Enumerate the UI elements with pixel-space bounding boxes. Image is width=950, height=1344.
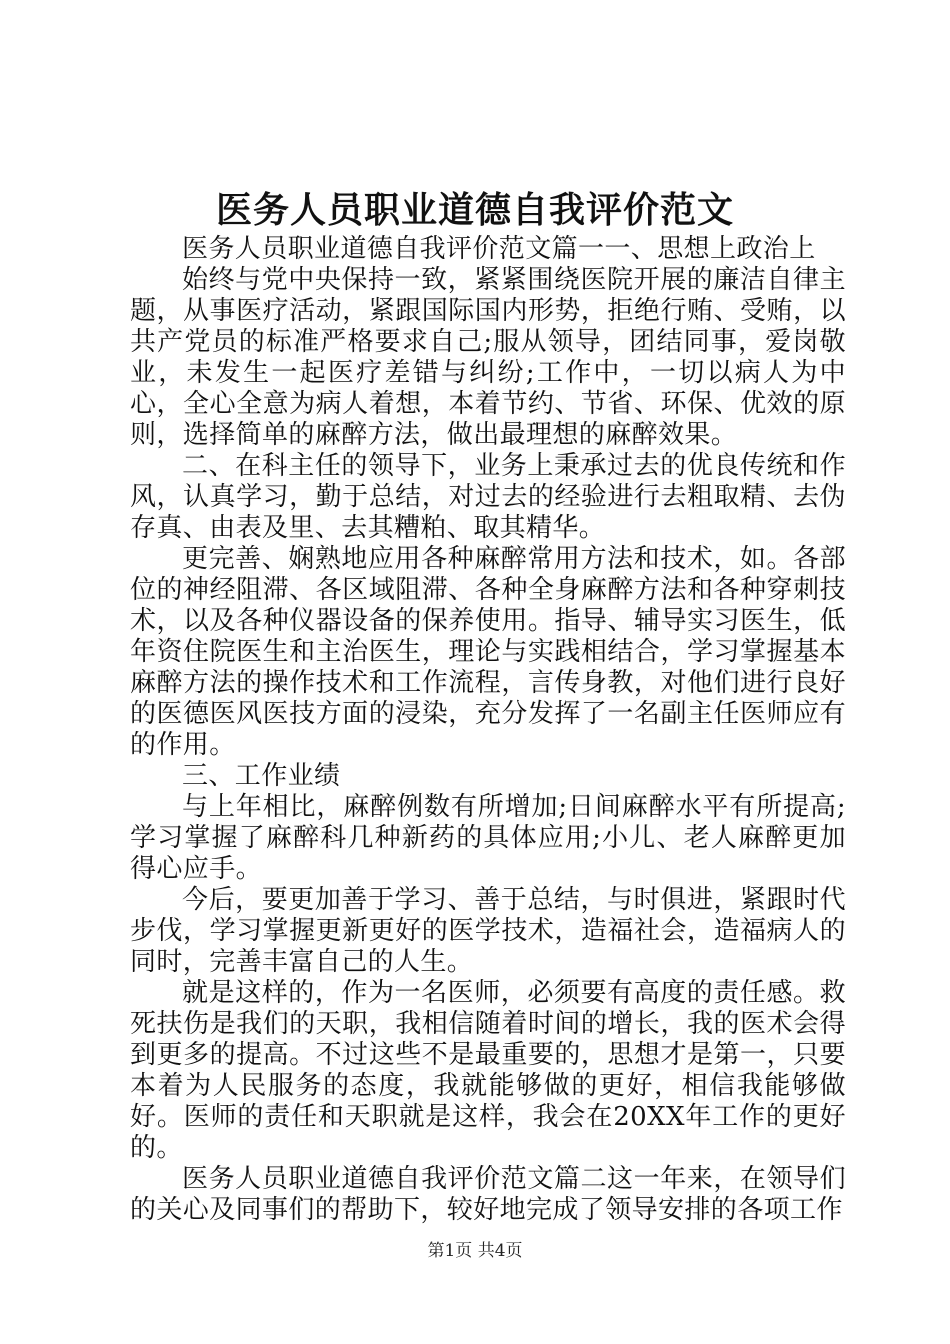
document-title: 医务人员职业道德自我评价范文 — [215, 189, 734, 231]
paragraph: 今后，要更加善于学习、善于总结，与时俱进，紧跟时代步伐，学习掌握更新更好的医学技术，造福社会，造福病人的同时，完善丰富自己的人生。 — [130, 885, 846, 977]
section-heading: 三、工作业绩 — [182, 761, 341, 791]
document-body — [130, 234, 846, 1226]
paragraph: 医务人员职业道德自我评价范文篇二这一年来，在领导们的关心及同事们的帮助下，较好地完成了领导安排的各项工作 — [130, 1164, 846, 1225]
paragraph: 始终与党中央保持一致，紧紧围绕医院开展的廉洁自律主题，从事医疗活动，紧跟国际国内形势，拒绝行贿、受贿，以共产党员的标准严格要求自己;服从领导，团结同事，爱岗敬业，未发生一起医疗差错与纠纷;工作中，一切以病人为中心，全心全意为病人着想，本着节约、节省、环保、优效的原则，选择简单的麻醉方法，做出最理想的麻醉效果。 — [130, 265, 846, 450]
paragraph: 与上年相比，麻醉例数有所增加;日间麻醉水平有所提高;学习掌握了麻醉科几种新药的具体应用;小儿、老人麻醉更加得心应手。 — [130, 792, 846, 884]
paragraph: 就是这样的，作为一名医师，必须要有高度的责任感。救死扶伤是我们的天职，我相信随着时间的增长，我的医术会得到更多的提高。不过这些不是最重要的，思想才是第一，只要本着为人民服务的态度，我就能够做的更好，相信我能够做好。医师的责任和天职就是这样，我会在20XX年工作的更好的。 — [130, 978, 846, 1163]
paragraph: 医务人员职业道德自我评价范文篇一一、思想上政治上 — [182, 234, 816, 264]
page-number-footer: 第1页 共4页 — [427, 1241, 523, 1261]
paragraph: 二、在科主任的领导下，业务上秉承过去的优良传统和作风，认真学习，勤于总结，对过去的经验进行去粗取精、去伪存真、由表及里、去其糟粕、取其精华。 — [130, 451, 846, 543]
paragraph: 更完善、娴熟地应用各种麻醉常用方法和技术，如。各部位的神经阻滞、各区域阻滞、各种全身麻醉方法和各种穿刺技术，以及各种仪器设备的保养使用。指导、辅导实习医生，低年资住院医生和主治医生，理论与实践相结合，学习掌握基本麻醉方法的操作技术和工作流程，言传身教，对他们进行良好的医德医风医技方面的浸染，充分发挥了一名副主任医师应有的作用。 — [130, 544, 846, 760]
